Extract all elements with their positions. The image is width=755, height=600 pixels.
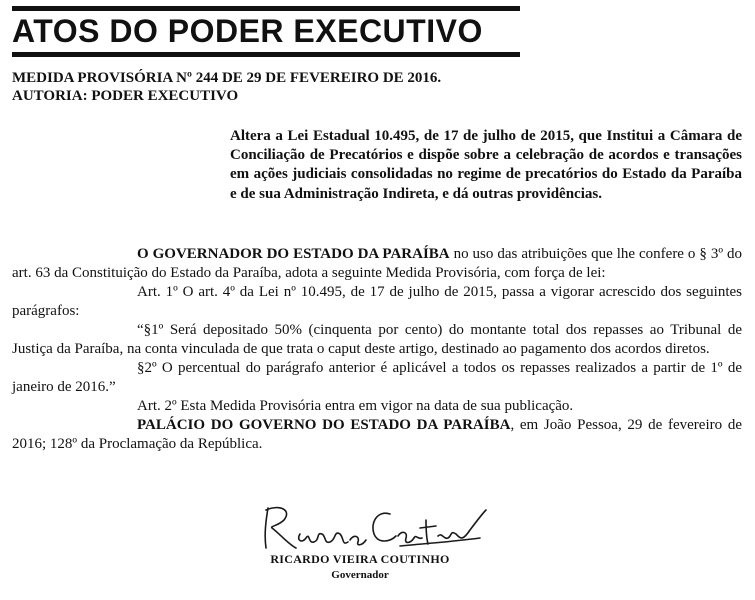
palace-heading: PALÁCIO DO GOVERNO DO ESTADO DA PARAÍBA — [137, 417, 511, 433]
measure-authorship: AUTORIA: PODER EXECUTIVO — [12, 88, 239, 104]
governor-heading: O GOVERNADOR DO ESTADO DA PARAÍBA — [137, 246, 450, 262]
signatory-role: Governador — [331, 569, 389, 581]
page-title: ATOS DO PODER EXECUTIVO — [12, 13, 483, 49]
article-1-paragraph: Art. 1º O art. 4º da Lei nº 10.495, de 17 de julho de 2015, passa a vigorar acrescido dos seguintes parágrafos: — [12, 284, 742, 319]
paragraph-2: §2º O percentual do parágrafo anterior é aplicável a todos os repasses realizados a partir de 1º de janeiro de 2016.” — [12, 360, 742, 395]
ementa-summary: Altera a Lei Estadual 10.495, de 17 de julho de 2015, que Institui a Câmara de Conciliação de Precatórios e dispõe sobre a celebração de acordos e transações em ações judiciais consolidadas no regime de precatórios do Estado da Paraíba e de sua Administração Indireta, e dá outras providências. — [230, 128, 742, 202]
measure-meta — [12, 69, 441, 105]
header-rule-top — [12, 6, 520, 11]
header-rule-bottom — [12, 52, 520, 57]
preamble-text: no uso das atribuições que lhe confere o § 3º do art. 63 da Constituição do Estado da Paraíba, adota a seguinte Medida Provisória, com força de lei: — [12, 246, 742, 281]
paragraph-1: “§1º Será depositado 50% (cinquenta por cento) do montante total dos repasses ao Tribunal de Justiça da Paraíba, na conta vinculada de que trata o caput deste artigo, destinado ao pagamento dos acordos diretos. — [12, 322, 742, 357]
handwritten-signature — [250, 500, 490, 560]
measure-number: MEDIDA PROVISÓRIA Nº 244 DE 29 DE FEVEREIRO DE 2016. — [12, 70, 442, 86]
closing-paragraph — [12, 416, 742, 454]
measure-body — [12, 245, 742, 454]
article-2-paragraph: Art. 2º Esta Medida Provisória entra em vigor na data de sua publicação. — [137, 398, 574, 414]
closing-text: , em João Pessoa, 29 de fevereiro de 2016; 128º da Proclamação da República. — [12, 417, 742, 452]
signatory-name: RICARDO VIEIRA COUTINHO — [270, 552, 450, 566]
preamble-paragraph — [12, 245, 742, 283]
